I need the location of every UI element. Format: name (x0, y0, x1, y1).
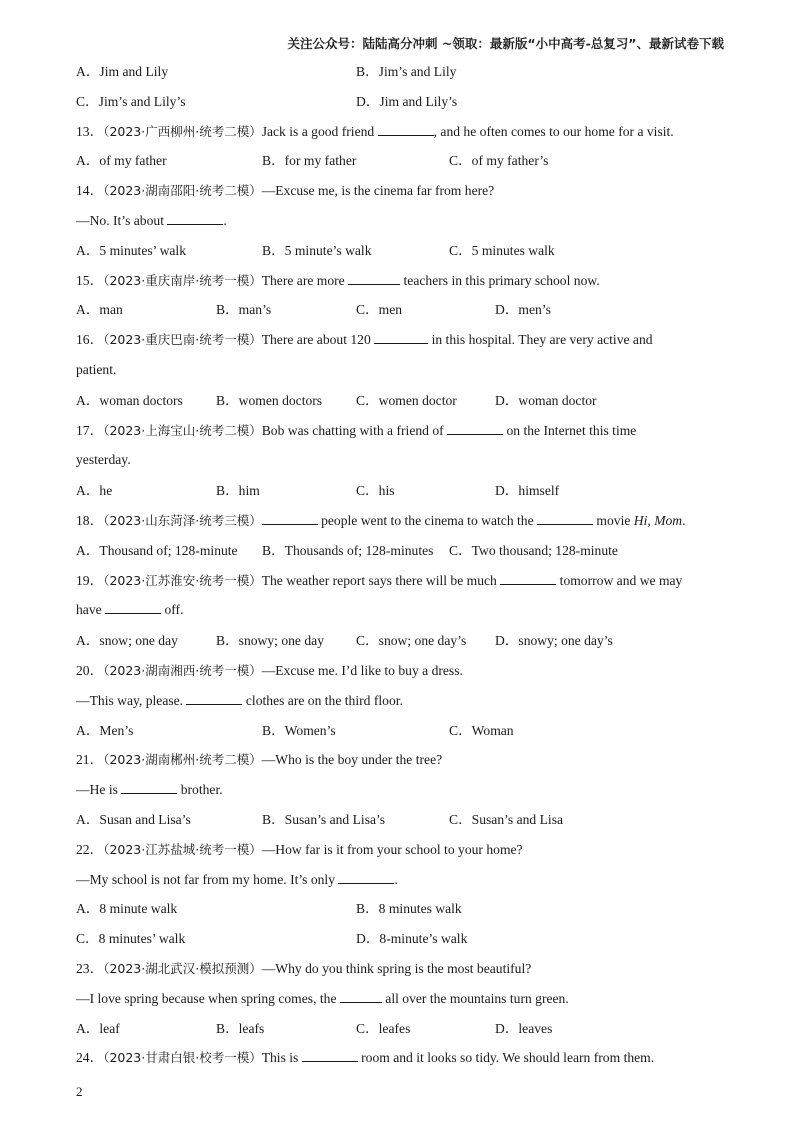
q22-option-a: A．8 minute walk (76, 901, 178, 917)
q17-options (76, 476, 726, 506)
q18-stem: 18．（2023·山东菏泽·统考三模） people went to the cinema to watch the movie Hi, Mom. (76, 512, 686, 528)
question-source: （2023·湖南邵阳·统考二模） (103, 183, 262, 199)
q19-options (76, 626, 726, 656)
q14-option-a: A．5 minutes’ walk (76, 242, 186, 258)
question-number: 20． (76, 662, 104, 678)
q19-option-b: B．snowy; one day (216, 633, 324, 649)
question-source: （2023·上海宝山·统考二模） (103, 422, 262, 438)
question-number: 22． (76, 841, 104, 857)
q17-stem-continued: yesterday. (76, 452, 131, 468)
question-number: 21． (76, 752, 104, 768)
q18-option-b: B．Thousands of; 128-minutes (262, 542, 434, 558)
question-source: （2023·广西柳州·统考二模） (103, 123, 262, 139)
q21-option-a: A．Susan and Lisa’s (76, 811, 191, 827)
q16-option-a: A．woman doctors (76, 392, 183, 408)
q16-stem-continued: patient. (76, 361, 117, 377)
answer-blank (105, 601, 161, 614)
q23-dialog-line: —I love spring because when spring comes, the all over the mountains turn green. (76, 990, 569, 1006)
answer-blank (167, 212, 223, 225)
q23-option-b: B．leafs (216, 1020, 265, 1036)
q19-option-a: A．snow; one day (76, 633, 178, 649)
q14-dialog-line: —No. It’s about . (76, 212, 227, 228)
q23-stem: 23．（2023·湖北武汉·模拟预测）—Why do you think spring is the most beautiful? (76, 960, 532, 976)
answer-blank (447, 422, 503, 435)
q14-option-b: B．5 minute’s walk (262, 242, 372, 258)
q19-stem-continued: have off. (76, 602, 184, 618)
question-number: 18． (76, 512, 104, 528)
q24-stem: 24．（2023·甘肃白银·校考一模）This is room and it looks so tidy. We should learn from them. (76, 1050, 655, 1066)
q20-option-b: B．Women’s (262, 722, 336, 738)
question-list (76, 57, 726, 1073)
answer-blank (186, 692, 242, 705)
q20-option-a: A．Men’s (76, 722, 134, 738)
q21-dialog-line: —He is brother. (76, 782, 223, 798)
q16-option-c: C．women doctor (356, 392, 457, 408)
q16-option-b: B．women doctors (216, 392, 323, 408)
q13-options (76, 146, 726, 176)
q20-stem: 20．（2023·湖南湘西·统考一模）—Excuse me. I’d like to buy a dress. (76, 662, 463, 678)
q20-dialog-line: —This way, please. clothes are on the third floor. (76, 692, 403, 708)
q23-options (76, 1014, 726, 1044)
answer-blank (500, 572, 556, 585)
q13-stem: 13．（2023·广西柳州·统考二模）Jack is a good friend , and he often comes to our home for a visit. (76, 123, 674, 139)
q22-dialog-line: —My school is not far from my home. It’s only . (76, 871, 398, 887)
q22-options-row-2 (76, 924, 726, 954)
q21-options (76, 805, 726, 835)
q22-option-c: C．8 minutes’ walk (76, 931, 186, 947)
q22-option-b: B．8 minutes walk (356, 901, 462, 917)
q17-option-b: B．him (216, 483, 260, 499)
q17-option-c: C．his (356, 483, 395, 499)
q12-options-row-1 (76, 57, 726, 87)
question-source: （2023·江苏淮安·统考一模） (103, 572, 262, 588)
q12-options-row-2 (76, 87, 726, 117)
q12-option-c: C．Jim’s and Lily’s (76, 93, 186, 109)
q17-option-d: D．himself (495, 483, 560, 499)
answer-blank (340, 990, 382, 1003)
question-source: （2023·湖南郴州·统考二模） (103, 752, 262, 768)
q23-option-a: A．leaf (76, 1020, 120, 1036)
q13-option-c: C．of my father’s (449, 153, 549, 169)
q14-options (76, 236, 726, 266)
answer-blank (378, 123, 434, 136)
q20-options (76, 716, 726, 746)
question-source: （2023·山东菏泽·统考三模） (103, 512, 262, 528)
q15-stem: 15．（2023·重庆南岸·统考一模）There are more teachers in this primary school now. (76, 272, 600, 288)
q21-option-b: B．Susan’s and Lisa’s (262, 811, 386, 827)
question-number: 23． (76, 960, 104, 976)
answer-blank (374, 331, 428, 344)
answer-blank (121, 781, 177, 794)
answer-blank (302, 1049, 358, 1062)
q15-option-b: B．man’s (216, 302, 272, 318)
question-number: 19． (76, 572, 104, 588)
question-source: （2023·湖南湘西·统考一模） (103, 662, 262, 678)
q16-stem: 16．（2023·重庆巴南·统考一模）There are about 120 in this hospital. They are very active and (76, 332, 653, 348)
question-source: （2023·重庆南岸·统考一模） (103, 272, 262, 288)
q19-stem: 19．（2023·江苏淮安·统考一模）The weather report says there will be much tomorrow and we may (76, 572, 683, 588)
q18-options (76, 536, 726, 566)
q12-option-b: B．Jim’s and Lily (356, 64, 457, 79)
q23-option-c: C．leafes (356, 1020, 411, 1036)
q15-options (76, 295, 726, 325)
page-header: 关注公众号：陆陆高分冲刺 ~领取：最新版“小中高考-总复习”、最新试卷下载 (287, 36, 724, 51)
q18-option-c: C．Two thousand; 128-minute (449, 542, 618, 558)
q19-option-d: D．snowy; one day’s (495, 633, 613, 649)
q21-option-c: C．Susan’s and Lisa (449, 811, 564, 827)
q22-option-d: D．8-minute’s walk (356, 931, 468, 947)
q22-options-row-1 (76, 894, 726, 924)
q19-option-c: C．snow; one day’s (356, 633, 467, 649)
q13-option-b: B．for my father (262, 153, 357, 169)
answer-blank (348, 272, 400, 285)
question-number: 17． (76, 422, 104, 438)
question-number: 14． (76, 183, 104, 199)
q12-option-d: D．Jim and Lily’s (356, 93, 458, 109)
page-number: 2 (76, 1084, 83, 1099)
question-source: （2023·甘肃白银·校考一模） (103, 1050, 262, 1066)
q15-option-d: D．men’s (495, 302, 551, 318)
answer-blank (262, 512, 318, 525)
q21-stem: 21．（2023·湖南郴州·统考二模）—Who is the boy under the tree? (76, 752, 443, 768)
question-number: 15． (76, 272, 104, 288)
answer-blank (537, 512, 593, 525)
q17-option-a: A．he (76, 483, 113, 499)
question-number: 24． (76, 1050, 104, 1066)
q13-option-a: A．of my father (76, 153, 167, 169)
question-source: （2023·重庆巴南·统考一模） (103, 332, 262, 348)
q16-option-d: D．woman doctor (495, 392, 597, 408)
q15-option-a: A．man (76, 302, 123, 318)
question-source: （2023·湖北武汉·模拟预测） (103, 960, 262, 976)
answer-blank (338, 871, 394, 884)
q14-option-c: C．5 minutes walk (449, 242, 555, 258)
q16-options (76, 386, 726, 416)
question-number: 16． (76, 332, 104, 348)
q20-option-c: C．Woman (449, 722, 514, 738)
q14-stem: 14．（2023·湖南邵阳·统考二模）—Excuse me, is the cinema far from here? (76, 183, 495, 199)
question-number: 13． (76, 123, 104, 139)
movie-title: Hi, Mom (633, 512, 683, 528)
q15-option-c: C．men (356, 302, 403, 318)
q17-stem: 17．（2023·上海宝山·统考二模）Bob was chatting with a friend of on the Internet this time (76, 422, 637, 438)
q22-stem: 22．（2023·江苏盐城·统考一模）—How far is it from your school to your home? (76, 841, 523, 857)
question-source: （2023·江苏盐城·统考一模） (103, 841, 262, 857)
q23-option-d: D．leaves (495, 1020, 553, 1036)
q12-option-a: A．Jim and Lily (76, 64, 169, 79)
q18-option-a: A．Thousand of; 128-minute (76, 542, 238, 558)
